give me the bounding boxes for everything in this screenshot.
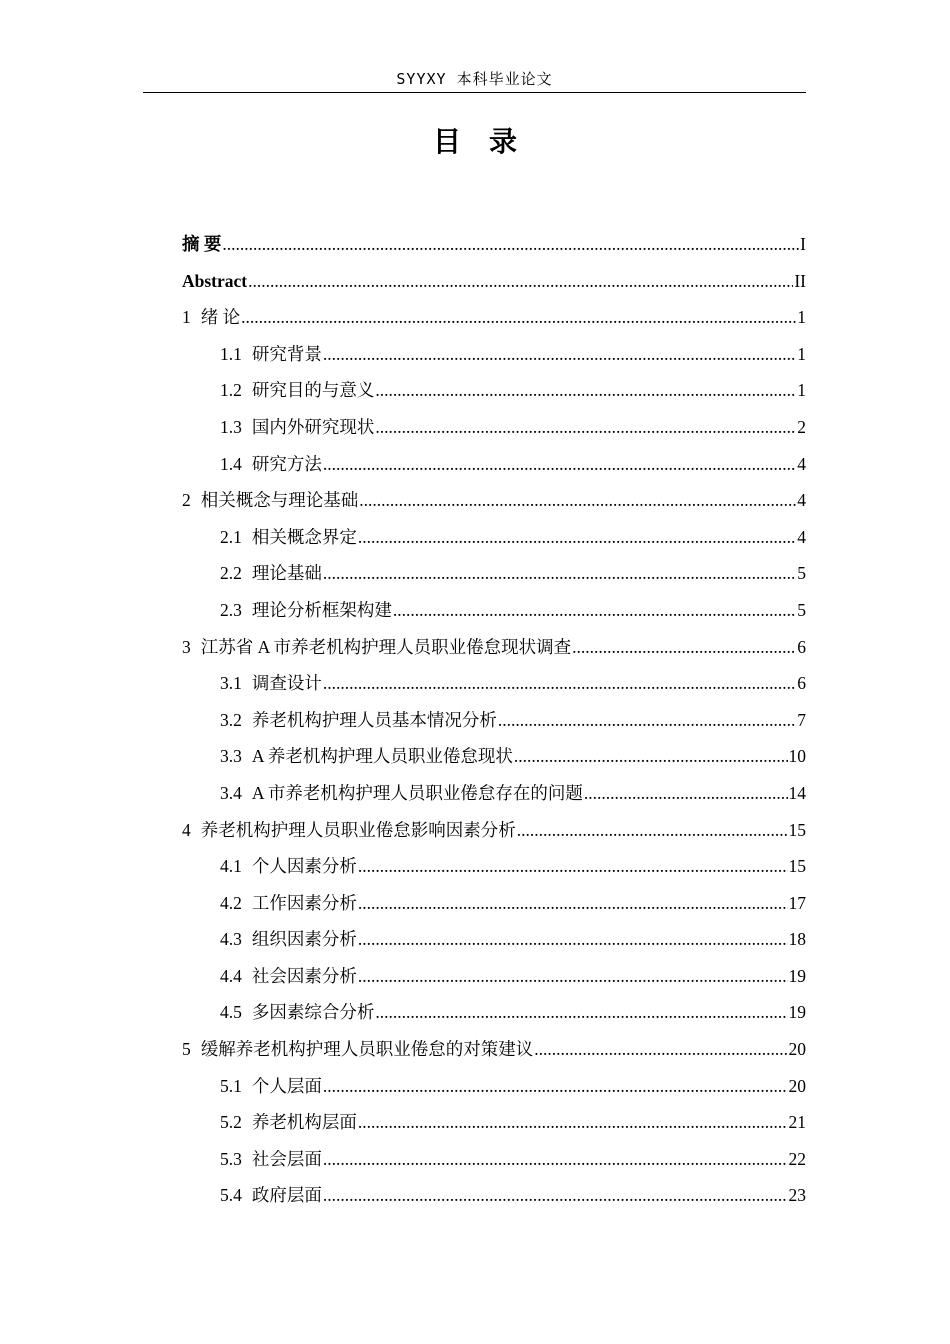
toc-entry-page: 22	[788, 1148, 806, 1169]
toc-dot-leader	[323, 1068, 788, 1105]
toc-entry-page: 4	[797, 490, 806, 511]
toc-entry-text: 社会层面	[251, 1148, 322, 1169]
toc-entry[interactable]	[182, 263, 806, 300]
toc-dot-leader	[375, 409, 796, 446]
toc-entry-title	[182, 812, 516, 849]
toc-entry-title	[220, 848, 357, 885]
toc-entry-title	[182, 482, 358, 519]
toc-entry-page: 10	[788, 746, 806, 767]
toc-dot-leader	[323, 336, 796, 373]
toc-entry-title	[220, 592, 392, 629]
toc-entry-page: 20	[788, 1039, 806, 1060]
toc-entry-number: 3.4	[220, 782, 242, 803]
toc-entry-title	[220, 665, 322, 702]
toc-entry-number: 1.3	[220, 416, 242, 437]
toc-entry-page: 14	[788, 782, 806, 803]
toc-entry-number: 4.5	[220, 1002, 242, 1023]
toc-entry-title	[220, 555, 322, 592]
toc-entry[interactable]	[182, 592, 806, 629]
toc-entry-text: 多因素综合分析	[251, 1002, 375, 1023]
toc-dot-leader	[323, 555, 796, 592]
toc-entry[interactable]	[182, 812, 806, 849]
toc-dot-leader	[514, 738, 788, 775]
toc-entry[interactable]	[182, 336, 806, 373]
toc-entry-text: 研究目的与意义	[251, 380, 375, 401]
toc-entry-number: 5.3	[220, 1148, 242, 1169]
toc-entry[interactable]	[182, 1141, 806, 1178]
toc-entry-page: 6	[797, 636, 806, 657]
toc-entry-text: 组织因素分析	[251, 929, 357, 950]
toc-entry-number: 3.1	[220, 673, 242, 694]
toc-dot-leader	[393, 592, 796, 629]
toc-entry-number: 5.1	[220, 1075, 242, 1096]
toc-entry-page: 15	[788, 819, 806, 840]
toc-entry-number: 3.3	[220, 746, 242, 767]
toc-entry-text: 理论分析框架构建	[251, 599, 392, 620]
toc-dot-leader	[222, 226, 799, 263]
toc-entry[interactable]	[182, 702, 806, 739]
toc-entry-text: 绪 论	[200, 307, 241, 328]
toc-dot-leader	[498, 702, 796, 739]
toc-entry[interactable]	[182, 958, 806, 995]
toc-dot-leader	[375, 994, 787, 1031]
toc-entry-page: 19	[788, 1002, 806, 1023]
page-title: 目录	[432, 125, 545, 158]
toc-entry-page: 17	[788, 892, 806, 913]
toc-entry-title	[220, 1177, 322, 1214]
toc-entry-number: 4.3	[220, 929, 242, 950]
toc-entry-number: 2	[182, 490, 191, 511]
toc-entry-title	[182, 1031, 533, 1068]
toc-entry-title	[220, 336, 322, 373]
toc-dot-leader	[358, 1104, 788, 1141]
toc-entry-text: 研究背景	[251, 343, 322, 364]
toc-entry-text: Abstract	[182, 270, 248, 291]
toc-entry-number: 2.3	[220, 599, 242, 620]
toc-entry-text: 工作因素分析	[251, 892, 357, 913]
toc-dot-leader	[248, 263, 793, 300]
toc-entry-title	[220, 775, 583, 812]
toc-entry-text: 养老机构护理人员基本情况分析	[251, 709, 497, 730]
toc-entry[interactable]	[182, 1068, 806, 1105]
toc-entry-title	[220, 738, 513, 775]
toc-entry-number: 5.4	[220, 1185, 242, 1206]
toc-entry-page: 15	[788, 856, 806, 877]
toc-entry-title	[220, 372, 374, 409]
toc-entry[interactable]	[182, 446, 806, 483]
toc-entry-number: 1.2	[220, 380, 242, 401]
toc-dot-leader	[534, 1031, 787, 1068]
toc-entry-page: 4	[797, 526, 806, 547]
toc-entry[interactable]	[182, 921, 806, 958]
toc-entry-page: 1	[797, 380, 806, 401]
toc-dot-leader	[323, 665, 796, 702]
toc-entry-text: 个人因素分析	[251, 856, 357, 877]
toc-dot-leader	[572, 629, 796, 666]
toc-entry[interactable]	[182, 994, 806, 1031]
toc-dot-leader	[358, 958, 788, 995]
toc-entry[interactable]	[182, 1031, 806, 1068]
toc-entry-page: 1	[797, 343, 806, 364]
toc-entry-title	[182, 226, 221, 263]
toc-entry-text: 摘 要	[182, 234, 222, 254]
toc-entry-text: 缓解养老机构护理人员职业倦怠的对策建议	[200, 1039, 534, 1060]
toc-entry-text: 个人层面	[251, 1075, 322, 1096]
toc-entry-title	[182, 263, 247, 300]
toc-entry-title	[220, 519, 357, 556]
toc-entry-page: 6	[797, 673, 806, 694]
toc-entry[interactable]	[182, 409, 806, 446]
toc-entry-number: 4.1	[220, 856, 242, 877]
toc-entry-number: 2.1	[220, 526, 242, 547]
toc-entry-number: 4.2	[220, 892, 242, 913]
toc-entry-number: 1.4	[220, 453, 242, 474]
toc-entry-title	[220, 1104, 357, 1141]
toc-entry-text: 调查设计	[251, 673, 322, 694]
toc-entry-page: 20	[788, 1075, 806, 1096]
toc-entry-page: 19	[788, 965, 806, 986]
toc-entry[interactable]	[182, 482, 806, 519]
toc-entry[interactable]	[182, 775, 806, 812]
toc-entry-page: 23	[788, 1185, 806, 1206]
toc-dot-leader	[375, 372, 796, 409]
toc-entry[interactable]	[182, 848, 806, 885]
toc-entry-title	[220, 446, 322, 483]
toc-entry-number: 5.2	[220, 1112, 242, 1133]
toc-entry-text: 江苏省 A 市养老机构护理人员职业倦怠现状调查	[200, 636, 572, 657]
toc-entry[interactable]	[182, 519, 806, 556]
toc-dot-leader	[358, 885, 788, 922]
toc-dot-leader	[359, 482, 796, 519]
toc-entry-title	[220, 1141, 322, 1178]
toc-entry-page: 7	[797, 709, 806, 730]
toc-entry-text: A 养老机构护理人员职业倦怠现状	[251, 746, 513, 767]
toc-entry-page: 5	[797, 599, 806, 620]
toc-entry[interactable]	[182, 372, 806, 409]
toc-entry-number: 1.1	[220, 343, 242, 364]
toc-dot-leader	[584, 775, 788, 812]
toc-entry-page: 1	[797, 307, 806, 328]
toc-entry-number: 3.2	[220, 709, 242, 730]
toc-entry-number: 4	[182, 819, 191, 840]
toc-entry-page: 18	[788, 929, 806, 950]
toc-entry-text: 国内外研究现状	[251, 416, 375, 437]
toc-entry-title	[220, 885, 357, 922]
toc-entry-text: A 市养老机构护理人员职业倦怠存在的问题	[251, 782, 583, 803]
toc-entry-page: 2	[797, 416, 806, 437]
toc-dot-leader	[358, 519, 796, 556]
toc-entry-page: I	[800, 234, 806, 254]
toc-entry-text: 养老机构层面	[251, 1112, 357, 1133]
toc-entry[interactable]	[182, 629, 806, 666]
toc-entry-title	[182, 629, 571, 666]
toc-entry-number: 5	[182, 1039, 191, 1060]
toc-entry-text: 养老机构护理人员职业倦怠影响因素分析	[200, 819, 516, 840]
toc-entry[interactable]	[182, 885, 806, 922]
toc-entry-page: II	[794, 270, 806, 291]
toc-entry[interactable]	[182, 665, 806, 702]
toc-entry-text: 政府层面	[251, 1185, 322, 1206]
toc-entry-number: 3	[182, 636, 191, 657]
toc-dot-leader	[323, 1141, 788, 1178]
toc-entry-page: 21	[788, 1112, 806, 1133]
toc-entry-number: 1	[182, 307, 191, 328]
toc-entry-page: 4	[797, 453, 806, 474]
toc-dot-leader	[323, 446, 796, 483]
toc-entry[interactable]	[182, 555, 806, 592]
toc-entry-text: 相关概念与理论基础	[200, 490, 359, 511]
toc-dot-leader	[517, 812, 788, 849]
toc-dot-leader	[358, 848, 788, 885]
running-header: SYYXY 本科毕业论文	[143, 68, 806, 93]
toc-dot-leader	[358, 921, 788, 958]
toc-entry-title	[182, 299, 240, 336]
toc-entry-number: 2.2	[220, 563, 242, 584]
toc-entry-text: 理论基础	[251, 563, 322, 584]
toc-dot-leader	[323, 1177, 788, 1214]
toc-entry-number: 4.4	[220, 965, 242, 986]
toc-entry[interactable]	[182, 738, 806, 775]
toc-entry-page: 5	[797, 563, 806, 584]
toc-entry[interactable]	[182, 226, 806, 263]
toc-entry-title	[220, 1068, 322, 1105]
toc-entry-title	[220, 994, 374, 1031]
toc-entry-title	[220, 921, 357, 958]
toc-entry[interactable]	[182, 299, 806, 336]
toc-entry-title	[220, 702, 497, 739]
toc-entry[interactable]	[182, 1104, 806, 1141]
toc-entry-text: 社会因素分析	[251, 965, 357, 986]
toc-entry-title	[220, 958, 357, 995]
toc-entry-title	[220, 409, 374, 446]
toc-dot-leader	[241, 299, 796, 336]
toc-entry-text: 相关概念界定	[251, 526, 357, 547]
table-of-contents	[182, 226, 806, 1214]
toc-entry[interactable]	[182, 1177, 806, 1214]
toc-entry-text: 研究方法	[251, 453, 322, 474]
